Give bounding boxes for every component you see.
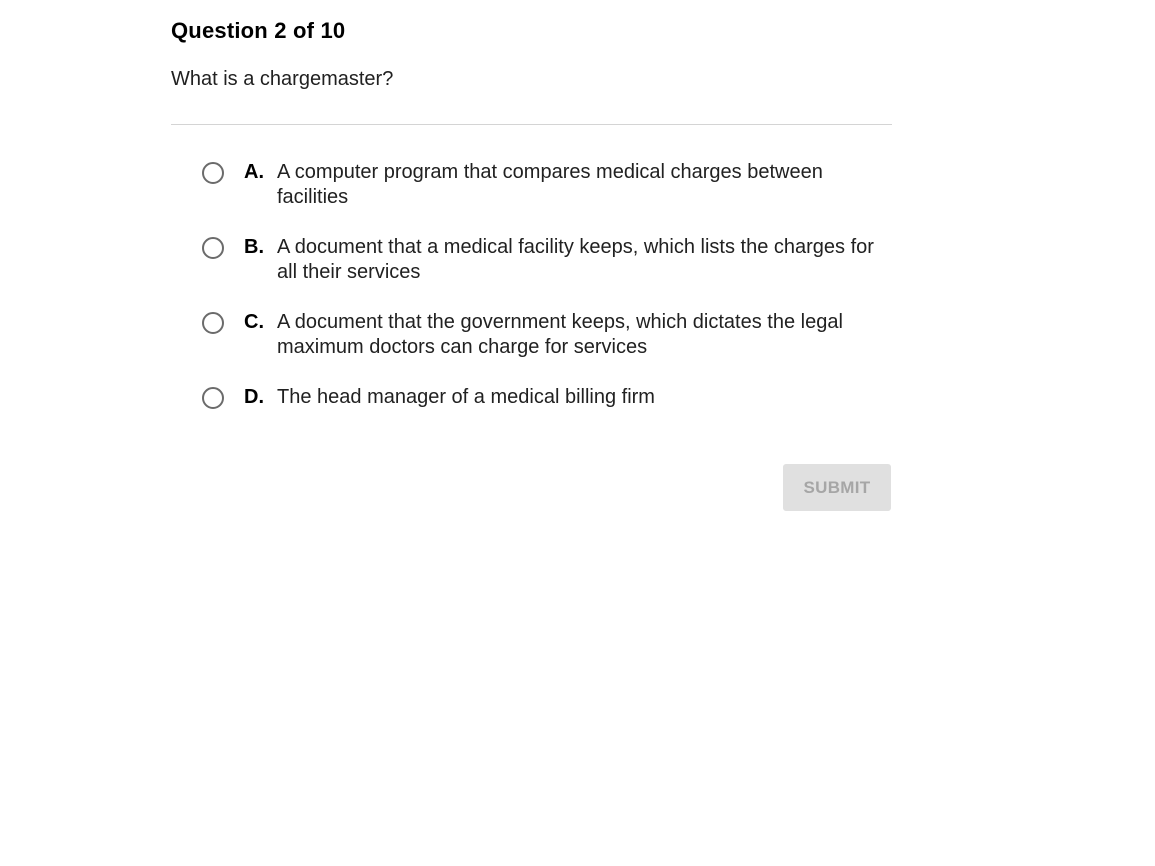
option-c[interactable] — [202, 310, 892, 360]
question-text: What is a chargemaster? — [171, 68, 394, 90]
option-letter: D. — [244, 386, 264, 408]
option-letter: C. — [244, 311, 264, 333]
radio-button-d[interactable] — [202, 387, 224, 409]
option-letter: B. — [244, 236, 264, 258]
option-text: The head manager of a medical billing firm — [277, 386, 655, 408]
option-b[interactable] — [202, 235, 892, 285]
radio-button-b[interactable] — [202, 237, 224, 259]
radio-button-c[interactable] — [202, 312, 224, 334]
radio-button-a[interactable] — [202, 162, 224, 184]
option-d[interactable] — [202, 385, 892, 410]
submit-button[interactable]: SUBMIT — [783, 464, 891, 511]
option-text: A document that the government keeps, which dictates the legal maximum doctors can charge for services — [277, 311, 843, 358]
option-a[interactable] — [202, 160, 892, 210]
divider — [171, 124, 892, 125]
option-letter: A. — [244, 161, 264, 183]
option-text: A computer program that compares medical charges between facilities — [277, 161, 823, 208]
question-counter: Question 2 of 10 — [171, 18, 346, 43]
option-text: A document that a medical facility keeps, which lists the charges for all their services — [277, 236, 874, 283]
